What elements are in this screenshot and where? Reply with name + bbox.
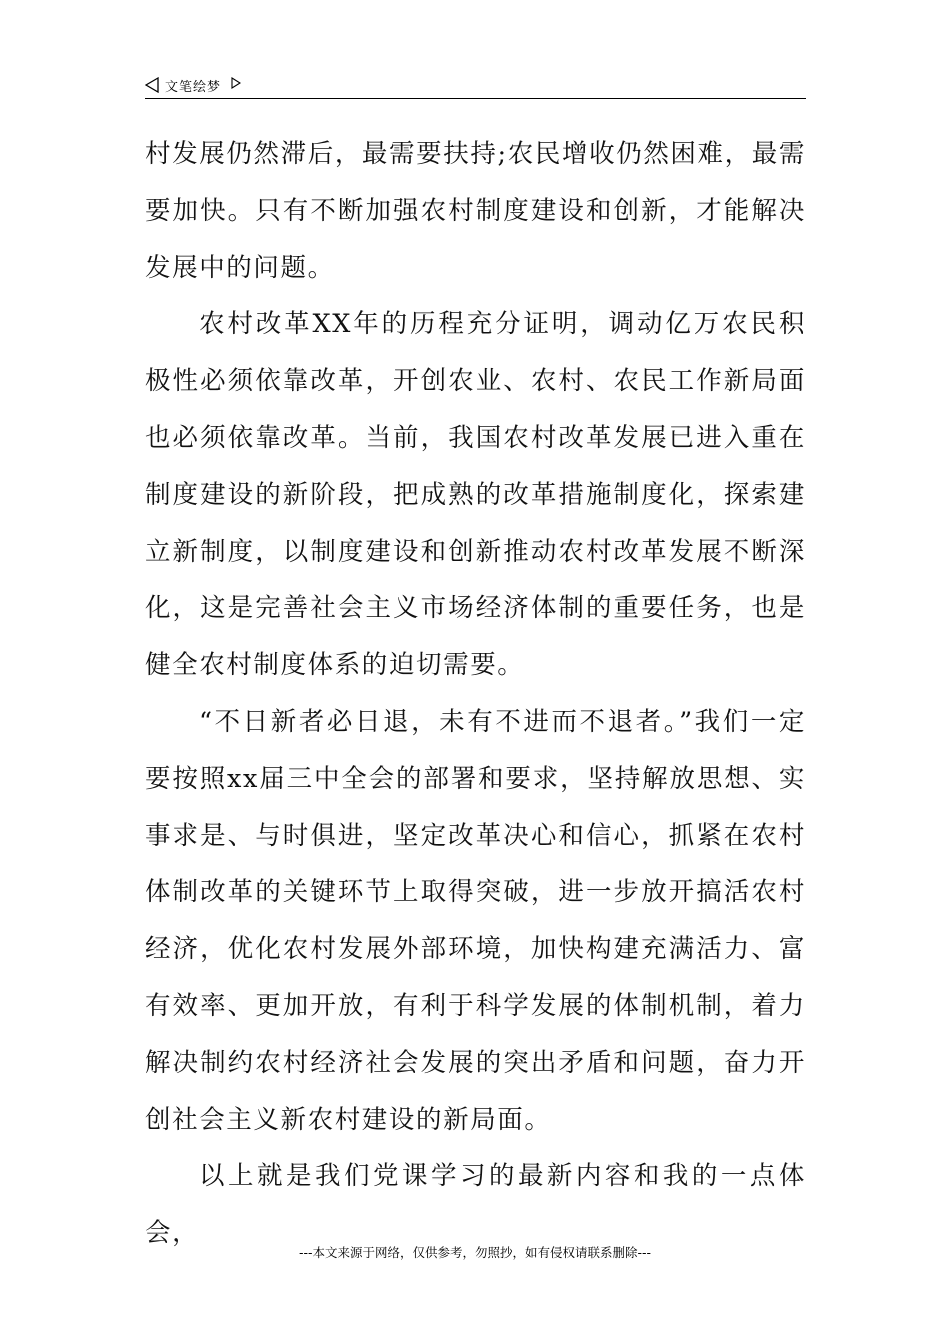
paragraph-quote-plenary: “不日新者必日退，未有不进而不退者。”我们一定要按照xx届三中全会的部署和要求，坚持解放思想、实事求是、与时俱进，坚定改革决心和信心，抓紧在农村体制改革的关键环节上取得突破，进一步放开搞活农村经济，优化农村发展外部环境，加快构建充满活力、富有效率、更加开放，有利于科学发展的体制机制，着力解决制约农村经济社会发展的突出矛盾和问题，奋力开创社会主义新农村建设的新局面。 <box>145 706 806 1135</box>
paragraph-conclusion: 以上就是我们党课学习的最新内容和我的一点体会， <box>145 1161 806 1249</box>
paragraph-continuation: 村发展仍然滞后，最需要扶持;农民增收仍然困难，最需要加快。只有不断加强农村制度建设和创新，才能解决发展中的问题。 <box>145 139 806 283</box>
document-body <box>145 126 806 1262</box>
paragraph-rural-reform: 农村改革XX年的历程充分证明，调动亿万农民积极性必须依靠改革，开创农业、农村、农民工作新局面也必须依靠改革。当前，我国农村改革发展已进入重在制度建设的新阶段，把成熟的改革措施制度化，探索建立新制度，以制度建设和创新推动农村改革发展不断深化，这是完善社会主义市场经济体制的重要任务，也是健全农村制度体系的迫切需要。 <box>145 309 806 681</box>
page-header <box>145 74 806 99</box>
footer-disclaimer: ---本文来源于网络，仅供参考，勿照抄，如有侵权请联系删除--- <box>298 1245 652 1260</box>
right-triangle-outline-icon <box>231 77 241 89</box>
header-title: 文笔绘梦 <box>165 80 222 95</box>
left-triangle-outline-icon <box>145 77 159 93</box>
